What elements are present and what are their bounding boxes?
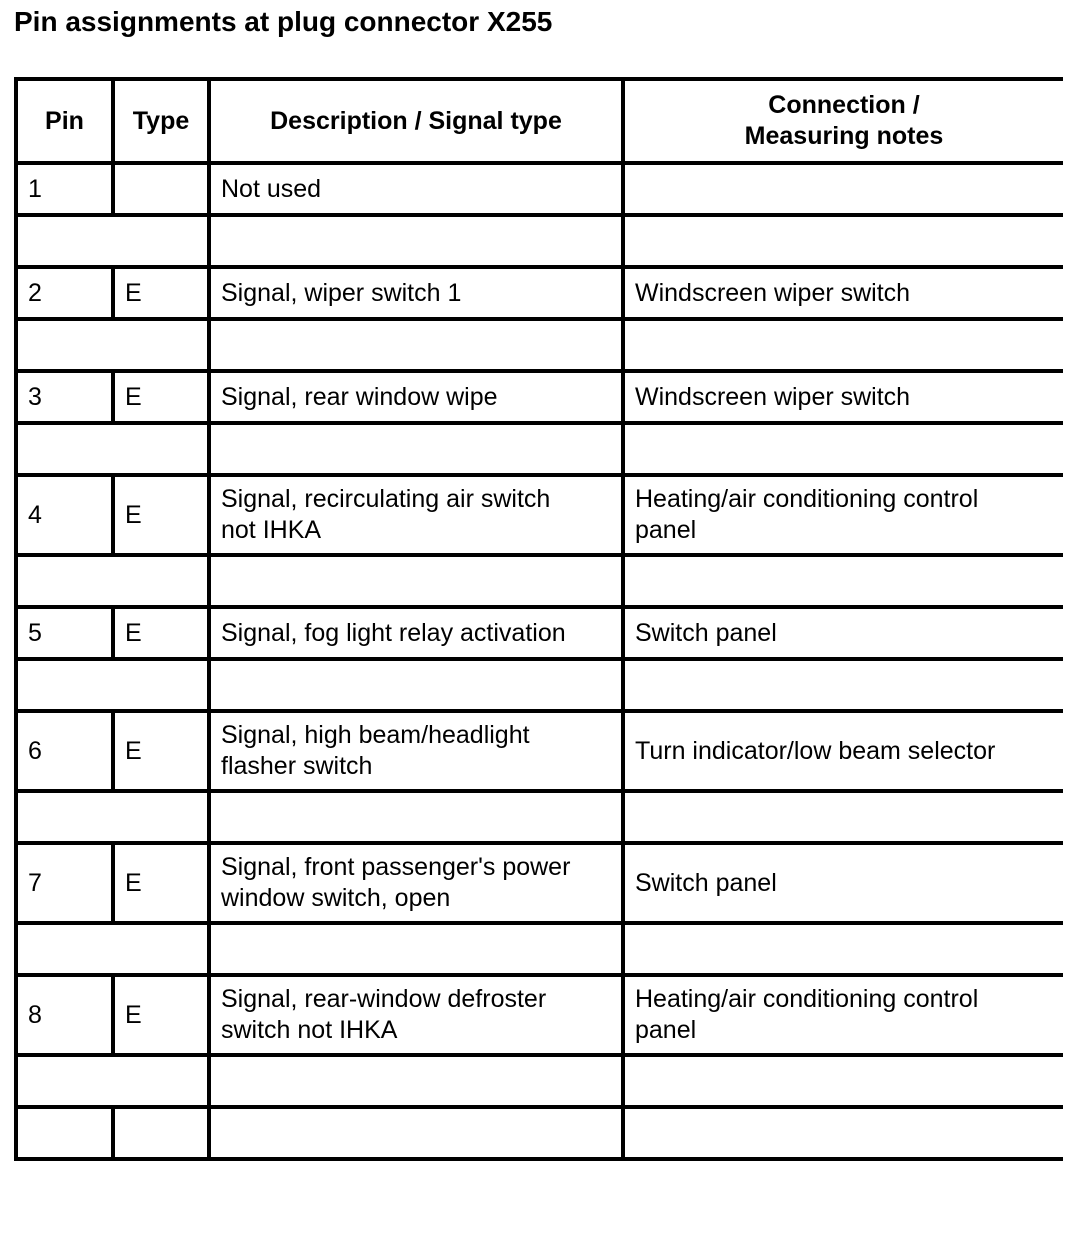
header-type: Type bbox=[113, 79, 209, 163]
description-line: switch not IHKA bbox=[221, 1016, 398, 1044]
description-line: Not used bbox=[221, 174, 322, 203]
connection-cell bbox=[623, 607, 1063, 659]
spacer-cell bbox=[209, 423, 623, 475]
pin-table-frame bbox=[14, 77, 1063, 1247]
spacer-cell bbox=[16, 555, 209, 607]
table-row bbox=[16, 475, 1063, 555]
spacer-cell bbox=[16, 1055, 209, 1107]
description-cell bbox=[209, 711, 623, 791]
spacer-cell bbox=[209, 791, 623, 843]
spacer-cell bbox=[16, 319, 209, 371]
connection-cell bbox=[623, 267, 1063, 319]
description-cell bbox=[209, 843, 623, 923]
type-cell bbox=[113, 163, 209, 215]
spacer-cell bbox=[623, 319, 1063, 371]
description-line: Signal, fog light relay activation bbox=[221, 618, 566, 647]
spacer-cell bbox=[209, 1055, 623, 1107]
table-row bbox=[16, 1107, 1063, 1159]
pin-cell: 7 bbox=[16, 843, 113, 923]
table-body bbox=[16, 163, 1063, 1159]
description-cell bbox=[209, 607, 623, 659]
header-connection-line2: Measuring notes bbox=[744, 122, 944, 150]
spacer-cell bbox=[209, 923, 623, 975]
table-header-row bbox=[16, 79, 1063, 163]
empty-cell bbox=[209, 1107, 623, 1159]
type-cell: E bbox=[113, 475, 209, 555]
spacer-row bbox=[16, 555, 1063, 607]
table-row bbox=[16, 163, 1063, 215]
description-line: not IHKA bbox=[221, 516, 322, 544]
pin-cell: 3 bbox=[16, 371, 113, 423]
spacer-cell bbox=[623, 1055, 1063, 1107]
type-cell: E bbox=[113, 711, 209, 791]
spacer-row bbox=[16, 1055, 1063, 1107]
table-row bbox=[16, 711, 1063, 791]
type-cell: E bbox=[113, 607, 209, 659]
empty-cell bbox=[113, 1107, 209, 1159]
description-line: Signal, recirculating air switch bbox=[221, 485, 551, 513]
header-description: Description / Signal type bbox=[209, 79, 623, 163]
connection-cell bbox=[623, 371, 1063, 423]
spacer-cell bbox=[623, 215, 1063, 267]
type-cell: E bbox=[113, 267, 209, 319]
connection-line: Heating/air conditioning control bbox=[635, 985, 979, 1013]
connection-cell bbox=[623, 163, 1063, 215]
spacer-cell bbox=[16, 791, 209, 843]
description-line: flasher switch bbox=[221, 752, 373, 780]
spacer-row bbox=[16, 659, 1063, 711]
spacer-cell bbox=[209, 319, 623, 371]
page-title: Pin assignments at plug connector X255 bbox=[14, 6, 553, 37]
pin-assignment-table bbox=[14, 77, 1063, 1161]
spacer-cell bbox=[16, 923, 209, 975]
spacer-cell bbox=[16, 215, 209, 267]
header-pin: Pin bbox=[16, 79, 113, 163]
spacer-cell bbox=[623, 791, 1063, 843]
description-cell bbox=[209, 267, 623, 319]
table-row bbox=[16, 371, 1063, 423]
pin-cell: 2 bbox=[16, 267, 113, 319]
description-line: window switch, open bbox=[221, 884, 451, 912]
description-line: Signal, rear window wipe bbox=[221, 382, 498, 411]
connection-cell bbox=[623, 975, 1063, 1055]
description-line: Signal, front passenger's power bbox=[221, 853, 571, 881]
spacer-cell bbox=[16, 423, 209, 475]
pin-cell: 6 bbox=[16, 711, 113, 791]
spacer-cell bbox=[623, 659, 1063, 711]
description-cell bbox=[209, 975, 623, 1055]
description-cell bbox=[209, 371, 623, 423]
connection-line: Turn indicator/low beam selector bbox=[635, 736, 996, 765]
empty-cell bbox=[16, 1107, 113, 1159]
description-line: Signal, rear-window defroster bbox=[221, 985, 547, 1013]
spacer-row bbox=[16, 423, 1063, 475]
spacer-row bbox=[16, 319, 1063, 371]
pin-cell: 4 bbox=[16, 475, 113, 555]
pin-cell: 1 bbox=[16, 163, 113, 215]
type-cell: E bbox=[113, 975, 209, 1055]
pin-cell: 8 bbox=[16, 975, 113, 1055]
spacer-cell bbox=[209, 659, 623, 711]
header-connection bbox=[623, 79, 1063, 163]
connection-line: Windscreen wiper switch bbox=[635, 382, 911, 411]
table-row bbox=[16, 843, 1063, 923]
table-row bbox=[16, 975, 1063, 1055]
table-row bbox=[16, 607, 1063, 659]
description-line: Signal, wiper switch 1 bbox=[221, 278, 462, 307]
spacer-cell bbox=[16, 659, 209, 711]
pin-cell: 5 bbox=[16, 607, 113, 659]
connection-line: Heating/air conditioning control bbox=[635, 485, 979, 513]
connection-line: panel bbox=[635, 516, 697, 544]
spacer-cell bbox=[623, 555, 1063, 607]
connection-line: Switch panel bbox=[635, 618, 777, 647]
connection-line: panel bbox=[635, 1016, 697, 1044]
description-cell bbox=[209, 163, 623, 215]
spacer-row bbox=[16, 791, 1063, 843]
header-connection-line1: Connection / bbox=[768, 91, 920, 119]
connection-cell bbox=[623, 843, 1063, 923]
spacer-row bbox=[16, 215, 1063, 267]
connection-line: Windscreen wiper switch bbox=[635, 278, 911, 307]
empty-cell bbox=[623, 1107, 1063, 1159]
connection-line: Switch panel bbox=[635, 868, 777, 897]
spacer-cell bbox=[623, 923, 1063, 975]
spacer-cell bbox=[209, 555, 623, 607]
connection-cell bbox=[623, 711, 1063, 791]
description-cell bbox=[209, 475, 623, 555]
connection-cell bbox=[623, 475, 1063, 555]
type-cell: E bbox=[113, 371, 209, 423]
spacer-cell bbox=[209, 215, 623, 267]
table-row bbox=[16, 267, 1063, 319]
type-cell: E bbox=[113, 843, 209, 923]
spacer-row bbox=[16, 923, 1063, 975]
description-line: Signal, high beam/headlight bbox=[221, 721, 530, 749]
spacer-cell bbox=[623, 423, 1063, 475]
